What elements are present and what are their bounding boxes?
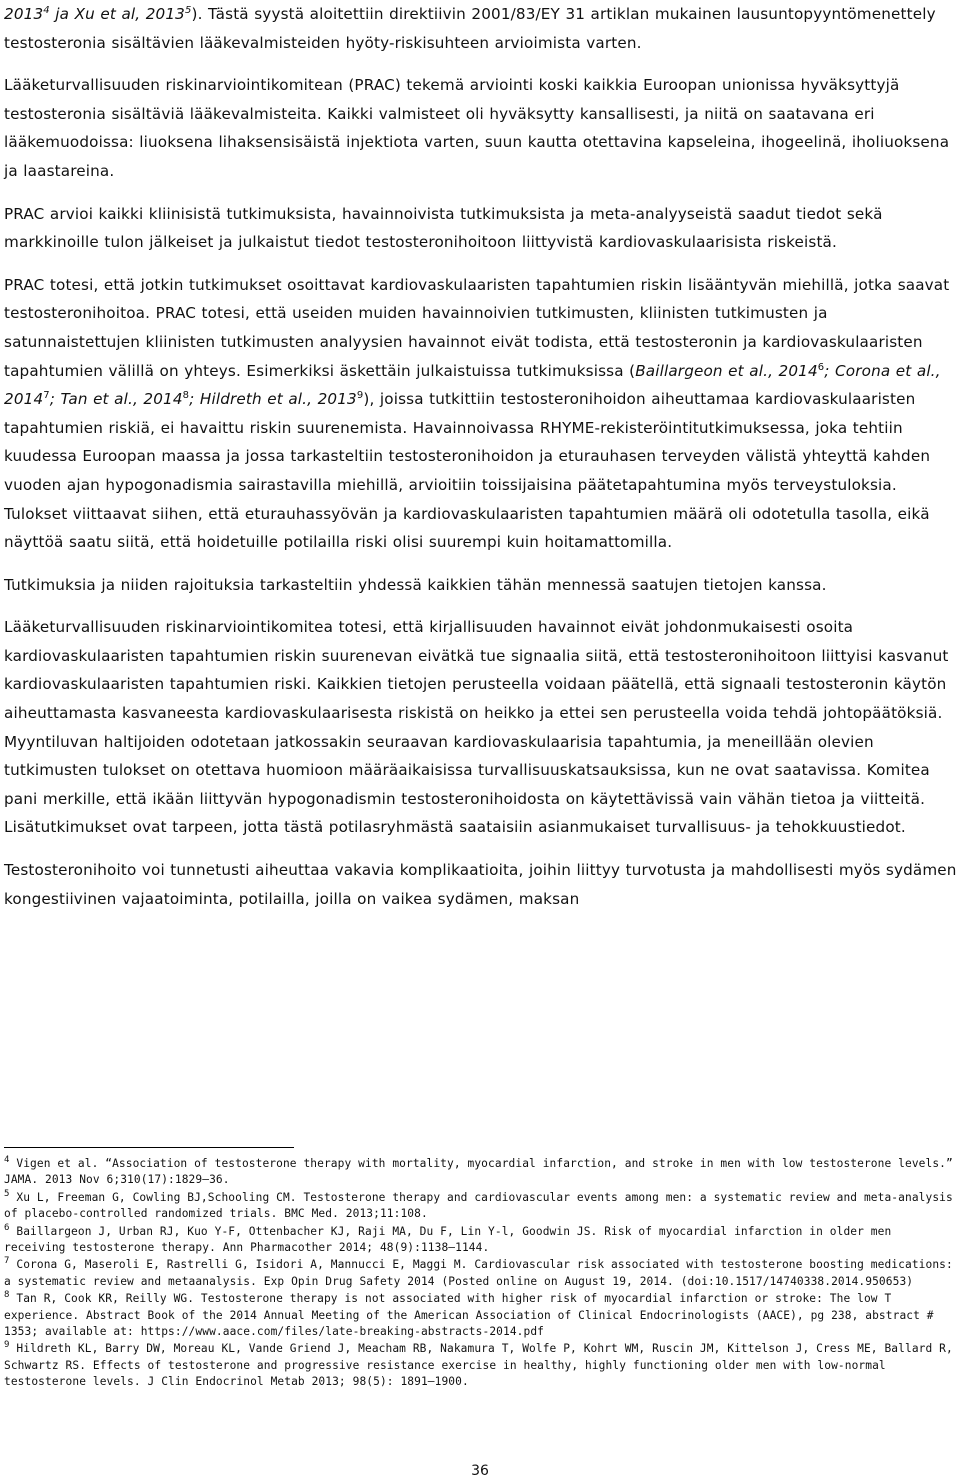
footnote-item <box>4 1291 958 1340</box>
citation-tan: ; Tan et al., 2014 <box>49 390 183 409</box>
paragraph-prac-scope: Lääketurvallisuuden riskinarviointikomitean (PRAC) tekemä arviointi koski kaikkia Euroopan unionissa hyväksyttyjä testosteronia sisältäviä lääkevalmisteita. Kaikki valmisteet oli hyväksytty kansallisesti, ja niitä on saatavana eri lääkemuodoissa: liuoksena lihaksensisäistä injektiota varten, suun kautta otettavina kapseleina, ihogeelinä, iholiuoksena ja laastareina. <box>4 76 950 180</box>
paragraph-limitations: Tutkimuksia ja niiden rajoituksia tarkasteltiin yhdessä kaikkien tähän mennessä saatujen tietojen kanssa. <box>4 575 827 594</box>
footnote-item <box>4 1341 958 1390</box>
footnote-text: Xu L, Freeman G, Cowling BJ,Schooling CM. Testosterone therapy and cardiovascular events among men: a systematic review and meta-analysis of placebo-controlled randomized trials. BMC Med. 2013;11:108. <box>4 1190 953 1221</box>
paragraph-complications: Testosteronihoito voi tunnetusti aiheuttaa vakavia komplikaatioita, joihin liittyy turvotusta ja mahdollisesti myös sydämen kongestiivinen vajaatoiminta, potilailla, joilla on vaikea sydämen, maksan <box>4 861 957 908</box>
paragraph-text: PRAC totesi, että jotkin tutkimukset osoittavat kardiovaskulaaristen tapahtumien riskin lisääntyvän miehillä, jotka saavat testosteronihoitoa. PRAC totesi, että useiden muiden havainnoivien tutkimusten, kliinisten tutkimusten ja satunnaistettujen kliinisten tutkimusten analyysien havainnot eivät todista, että testosteronin ja kardiovaskulaaristen tapahtumien välillä on yhteys. Esimerkiksi äskettäin julkaistuissa tutkimuksissa ( <box>4 275 950 380</box>
citation-hildreth: ; Hildreth et al., 2013 <box>189 390 357 409</box>
footnote-ref: 9 <box>356 390 364 402</box>
footnote-text: Vigen et al. “Association of testosterone therapy with mortality, myocardial infarction, and stroke in men with low testosterone levels.” JAMA. 2013 Nov 6;310(17):1829–36. <box>4 1157 953 1187</box>
body-text <box>4 0 958 927</box>
paragraph-committee-conclusion: Lääketurvallisuuden riskinarviointikomitea totesi, että kirjallisuuden havainnot eivät johdonmukaisesti osoita kardiovaskulaaristen tapahtumien riskin suurenevan eivätkä tue signaalia siitä, että testosteronihoitoon liittyisi kasvanut kardiovaskulaaristen tapahtumien riski. Kaikkien tietojen perusteella voidaan päätellä, että signaali testosteronin käytön aiheuttamasta kasvaneesta kardiovaskulaarisesta riskistä on heikko ja ettei sen perusteella voida tehdä johtopäätöksiä. Myyntiluvan haltijoiden odotetaan jatkossakin seuraavan kardiovaskulaarisia tapahtumia, ja meneillään olevien tutkimusten tulokset on otettava huomioon määräaikaisissa turvallisuuskatsauksissa, kun ne ovat saatavissa. Komitea pani merkille, että ikään liittyvän hypogonadismin testosteronihoidosta on käytettävissä vain vähän tietoa ja viitteitä. Lisätutkimukset ovat tarpeen, jotta tästä potilasryhmästä saataisiin asianmukaiset turvallisuus- ja tehokkuustiedot. <box>4 618 949 837</box>
footnote-number: 8 <box>4 1290 10 1301</box>
top-paragraph-fragment <box>4 0 958 57</box>
paragraph-text: ), joissa tutkittiin testosteronihoidon aiheuttamaa kardiovaskulaaristen tapahtumien riskiä, ei havaittu riskin suurenemista. Havainnoivassa RHYME-rekisteröintitutkimuksessa, joka tehtiin kuudessa Euroopan maassa ja jossa tarkasteltiin testosteronihoidon ja eturauhasen terveyden välistä yhteyttä kahden vuoden ajan hypogonadismia sairastavilla miehillä, arvioitiin toissijaisina päätetapahtumina myös terveystuloksia. Tulokset viittaavat siihen, että eturauhassyövän ja kardiovaskulaaristen tapahtumien määrä oli odotetulla tasolla, eikä näyttöä saatu siitä, että hoidetuille potilailla riski olisi suurempi kuin hoitamattomilla. <box>4 390 931 552</box>
footnote-ref: 6 <box>817 361 825 373</box>
citation-corona: ; Corona et al., 2014 <box>4 361 941 409</box>
footnote-item <box>4 1224 958 1257</box>
footnote-text: Corona G, Maseroli E, Rastrelli G, Isidori A, Mannucci E, Maggi M. Cardiovascular risk associated with testosterone boosting medications: a systematic review and metaanalysis. Exp Opin Drug Safety 2014 (Posted online on August 19, 2014. (doi:10.1517/14740338.2014.950653) <box>4 1258 953 1288</box>
footnote-ref: 8 <box>182 390 190 402</box>
paragraph-text: ). Tästä syystä aloitettiin direktiivin 2001/83/EY 31 artiklan mukainen lausuntopyyntömenettely testosteronia sisältävien lääkevalmisteiden hyöty-riskisuhteen arvioimista varten. <box>4 5 936 52</box>
footnote-number: 7 <box>4 1256 10 1267</box>
footnote-text: Baillargeon J, Urban RJ, Kuo Y-F, Ottenbacher KJ, Raji MA, Du F, Lin Y-l, Goodwin JS. Risk of myocardial infarction in older men receiving testosterone therapy. Ann Pharmacother 2014; 48(9):1138–1144. <box>4 1224 892 1255</box>
footnote-ref: 7 <box>43 390 50 402</box>
citation-vigen <box>4 5 192 23</box>
footnote-number: 4 <box>4 1155 10 1165</box>
footnote-item <box>4 1190 958 1223</box>
footnote-number: 6 <box>4 1222 10 1233</box>
footnote-item <box>4 1257 958 1290</box>
citation-baillargeon: Baillargeon et al., 2014 <box>635 361 818 380</box>
citation-text: ja Xu et al, 2013 <box>49 5 185 23</box>
footnote-text: Hildreth KL, Barry DW, Moreau KL, Vande Griend J, Meacham RB, Nakamura T, Wolfe P, Kohrt WM, Ruscin JM, Kittelson J, Cress ME, Ballard R, Schwartz RS. Effects of testosterone and progressive resistance exercise in healthy, highly functioning older men with low-normal testosterone levels. J Clin Endocrinol Metab 2013; 98(5): 1891–1900. <box>4 1342 953 1389</box>
paragraph-prac-data: PRAC arvioi kaikki kliinisistä tutkimuksista, havainnoivista tutkimuksista ja meta-analyyseistä saadut tiedot sekä markkinoille tulon jälkeiset ja julkaistut tiedot testosteronihoitoon liittyvistä kardiovaskulaarisista riskeistä. <box>4 204 883 252</box>
footnote-ref: 5 <box>184 5 192 16</box>
footnote-number: 9 <box>4 1340 10 1351</box>
footnote-number: 5 <box>4 1188 10 1199</box>
footnotes <box>4 1156 958 1392</box>
footnote-item <box>4 1156 958 1189</box>
footnote-divider <box>4 1147 294 1148</box>
paragraph-prac-findings <box>4 271 958 557</box>
citation-text: 2013 <box>4 5 44 23</box>
page-number: 36 <box>471 1463 489 1479</box>
footnote-text: Tan R, Cook KR, Reilly WG. Testosterone therapy is not associated with higher risk of myocardial infarction or stroke: The low T experience. Abstract Book of the 2014 Annual Meeting of the American Association of Clinical Endocrinologists (AACE), pg 238, abstract # 1353; available at: https://www.aace.com/files/late-breaking-abstracts-2014.pdf <box>4 1292 934 1339</box>
footnote-ref: 4 <box>43 5 50 16</box>
